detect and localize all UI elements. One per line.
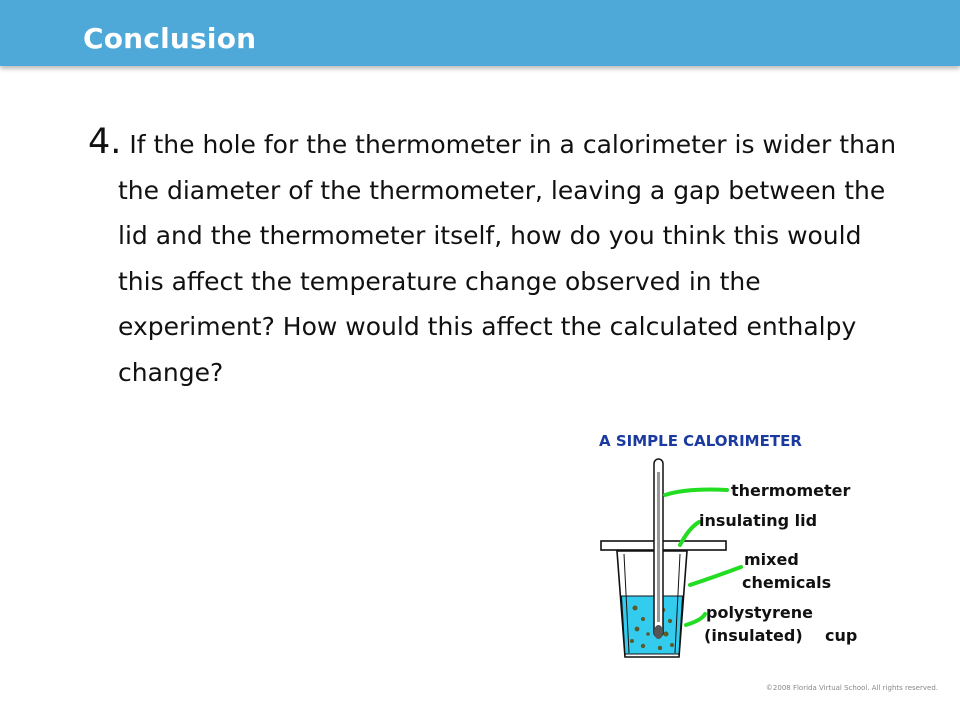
label-chemicals: chemicals <box>742 573 832 592</box>
slide-title: Conclusion <box>83 22 257 55</box>
label-insulated: (insulated) <box>704 626 803 645</box>
thermometer-bulb <box>654 625 663 639</box>
diagram-heading: A SIMPLE CALORIMETER <box>599 432 802 450</box>
label-mixed: mixed <box>744 550 799 569</box>
calorimeter-diagram <box>577 424 880 666</box>
calorimeter-figure <box>577 424 880 666</box>
thermometer-column <box>657 472 660 622</box>
label-cup: cup <box>825 626 858 645</box>
question-text: If the hole for the thermometer in a calorimeter is wider than the diameter of the thermometer, leaving a gap between the lid and the thermometer itself, how do you think this would this affect the temperature change observed in the experiment? How would this affect the calculated enthalpy change? <box>118 130 897 387</box>
copyright-notice: ©2008 Florida Virtual School. All rights reserved. <box>765 684 938 692</box>
label-polystyrene: polystyrene <box>706 603 813 622</box>
question-paragraph <box>88 122 908 395</box>
question-number: 4. <box>88 122 122 162</box>
label-thermometer: thermometer <box>731 481 851 500</box>
label-insulating-lid: insulating lid <box>699 511 818 530</box>
title-bar <box>0 0 960 66</box>
